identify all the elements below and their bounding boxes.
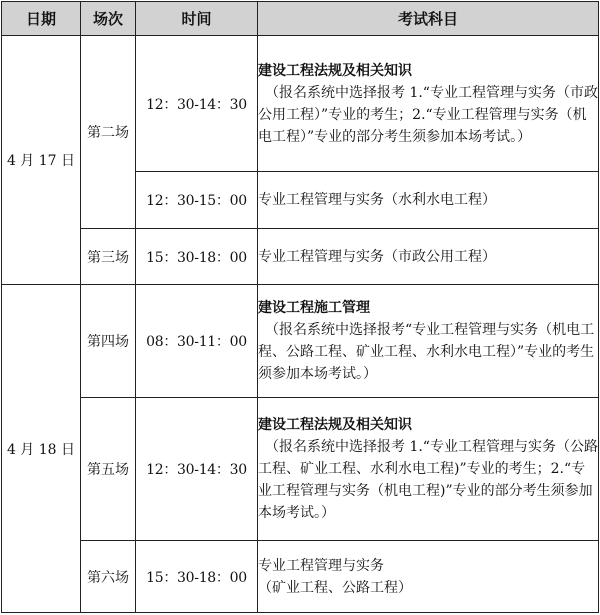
date-cell: 4 月 17 日 [2,36,81,285]
subject-cell [258,229,599,285]
subject-text: 专业工程管理与实务（市政公用工程） [258,248,496,265]
subject-description: （报名系统中选择报考“专业工程管理与实务（机电工程、公路工程、矿业工程、水利水电工程）”专业的考生须参加本场考试。） [258,322,595,382]
subject-cell [258,398,599,541]
time-cell: 15：30-18：00 [136,541,258,613]
table-row [2,36,599,172]
table-row [2,285,599,398]
session-cell: 第六场 [81,541,136,613]
session-cell: 第三场 [81,229,136,285]
header-session: 场次 [81,2,136,36]
subject-cell [258,285,599,398]
time-cell: 08：30-11：00 [136,285,258,398]
table-row [2,398,599,541]
table-row [2,541,599,613]
session-cell: 第二场 [81,36,136,229]
header-date: 日期 [2,2,81,36]
time-cell: 12：30-15：00 [136,172,258,229]
subject-cell [258,541,599,613]
time-cell: 15：30-18：00 [136,229,258,285]
subject-description: （报名系统中选择报考 1.“专业工程管理与实务（公路工程、矿业工程、水利水电工程)”专业的考生；2.“专业工程管理与实务（机电工程)”专业的部分考生须参加本场考试。） [258,439,598,521]
subject-text: （矿业工程、公路工程） [258,579,412,596]
exam-schedule-table [1,1,599,613]
header-row [2,2,599,36]
header-time: 时间 [136,2,258,36]
date-cell: 4 月 18 日 [2,285,81,613]
time-cell: 12：30-14：30 [136,36,258,172]
subject-title: 建设工程法规及相关知识 [258,417,412,433]
time-cell: 12：30-14：30 [136,398,258,541]
session-cell: 第五场 [81,398,136,541]
subject-cell [258,172,599,229]
table-row [2,229,599,285]
subject-title: 建设工程施工管理 [258,300,370,316]
subject-cell [258,36,599,172]
subject-text: 专业工程管理与实务（水利水电工程） [258,192,496,208]
subject-text: 专业工程管理与实务 [258,557,384,574]
subject-description: （报名系统中选择报考 1.“专业工程管理与实务（市政公用工程）”专业的考生；2.“专业工程管理与实务（机电工程）”专业的部分考生须参加本场考试。） [258,84,598,145]
header-subject: 考试科目 [258,2,599,36]
subject-title: 建设工程法规及相关知识 [258,62,412,79]
session-cell: 第四场 [81,285,136,398]
